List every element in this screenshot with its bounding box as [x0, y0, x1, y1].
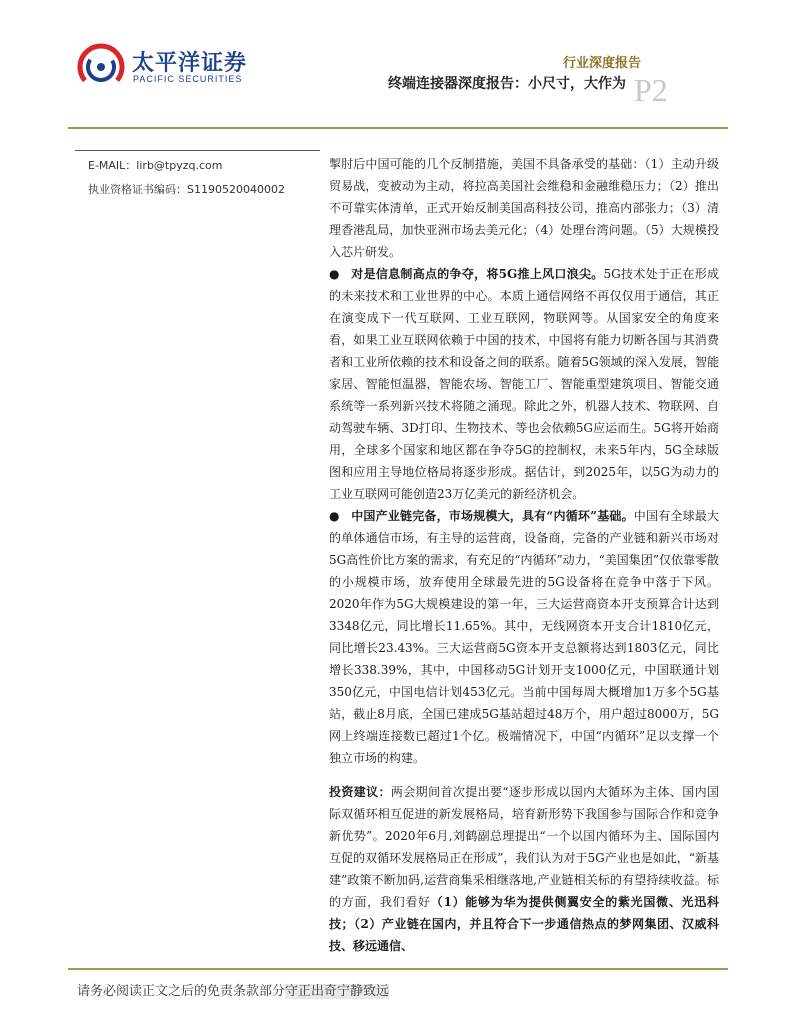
company-logo [76, 42, 306, 92]
footer-disclaimer [77, 980, 389, 999]
main-body [329, 153, 719, 957]
paragraph-countermeasures: 掣肘后中国可能的几个反制措施，美国不具备承受的基础：（1）主动升级贸易战，变被动为主动，将拉高美国社会维稳和金融维稳压力；（2）推出不可靠实体清单，正式开始反制美国高科技公司，推高内部张力；（3）清理香港乱局，加快亚洲市场去美元化；（4）处理台湾问题。（5）大规模投入芯片研发。 [329, 157, 719, 259]
investment-text: 两会期间首次提出要“逐步形成以国内大循环为主体、国内国际双循环相互促进的新发展格局，培育新形势下我国参与国际合作和竞争新优势”。2020年6月,刘鹤副总理提出“一个以国内循环为主、国际国内互促的双循环发展格局正在形成”，我们认为对于5G产业也是如此，“新基建”政策不断加码,运营商集采相继落地,产业链相关标的有望持续收益。标的方面，我们看好 [329, 785, 719, 909]
paragraph-investment-advice [329, 781, 719, 957]
bullet-text: 中国有全球最大的单体通信市场，有主导的运营商，设备商，完备的产业链和新兴市场对5G高性价比方案的需求，有充足的“内循环”动力，“美国集团”仅依靠零散的小规模市场，放弃使用全球最先进的5G设备将在竞争中落于下风。2020年作为5G大规模建设的第一年，三大运营商资本开支预算合计达到3348亿元，同比增长11.65%。其中，无线网资本开支合计1810亿元，同比增长23.43%。三大运营商5G资本开支总额将达到1803亿元，同比增长338.39%，其中，中国移动5G计划开支1000亿元，中国联通计划350亿元，中国电信计划453亿元。当前中国每周大概增加1万多个5G基站，截止8月底，全国已建成5G基站超过48万个，用户超过8000万，5G网上终端连接数已超过1个亿。极端情况下，中国“内循环”足以支撑一个独立市场的构建。 [329, 509, 719, 765]
analyst-license: 执业资格证书编码：S1190520040002 [88, 183, 285, 196]
bullet-heading: 中国产业链完备，市场规模大，具有“内循环”基础。 [351, 509, 634, 523]
bullet-heading: 对是信息制高点的争夺，将5G推上风口浪尖。 [351, 267, 604, 281]
bullet-icon: ● [329, 267, 340, 281]
analyst-email: E-MAIL：lirb@tpyzq.com [88, 159, 223, 172]
header-divider [68, 127, 728, 129]
bullet-icon: ● [329, 509, 340, 523]
page-number: P2 [634, 72, 668, 108]
report-type: 行业深度报告 [562, 56, 641, 71]
footer-text: 请务必阅读正文之后的免责条款部分 [77, 984, 286, 999]
logo-mark-icon [76, 42, 126, 92]
report-title: 终端连接器深度报告：小尺寸，大作为 [388, 76, 626, 92]
footer-divider [68, 968, 728, 970]
bullet-item-china-supply-chain [329, 505, 719, 769]
logo-english-name: PACIFIC SECURITIES [133, 74, 243, 84]
bullet-text: 5G技术处于正在形成的未来技术和工业世界的中心。本质上通信网络不再仅仅用于通信，其正在演变成下一代互联网、工业互联网，物联网等。从国家安全的角度来看，如果工业互联网依赖于中国的技术，中国将有能力切断各国与其消费者和工业所依赖的技术和设备之间的联系。随着5G领域的深入发展，智能家居、智能恒温器，智能农场、智能工厂、智能重型建筑项目、智能交通系统等一系列新兴技术将随之涌现。除此之外，机器人技术、物联网、自动驾驶车辆、3D打印、生物技术、等也会依赖5G应运而生。5G将开始商用，全球多个国家和地区都在争夺5G的控制权，未来5年内，5G全球版图和应用主导地位格局将逐步形成。据估计，到2025年，以5G为动力的工业互联网可能创造23万亿美元的新经济机会。 [329, 267, 719, 501]
bullet-item-5g-strategic [329, 263, 719, 505]
investment-picks: （1）能够为华为提供侧翼安全的紫光国微、光迅科技；（2）产业链在国内，并且符合下一步通信热点的梦网集团、汉威科技、移远通信、 [329, 895, 719, 953]
footer-motto: 守正出奇宁静致远 [285, 984, 390, 999]
investment-label: 投资建议： [329, 785, 391, 799]
logo-chinese-name: 太平洋证券 [132, 51, 248, 76]
sidebar-divider [75, 150, 320, 151]
